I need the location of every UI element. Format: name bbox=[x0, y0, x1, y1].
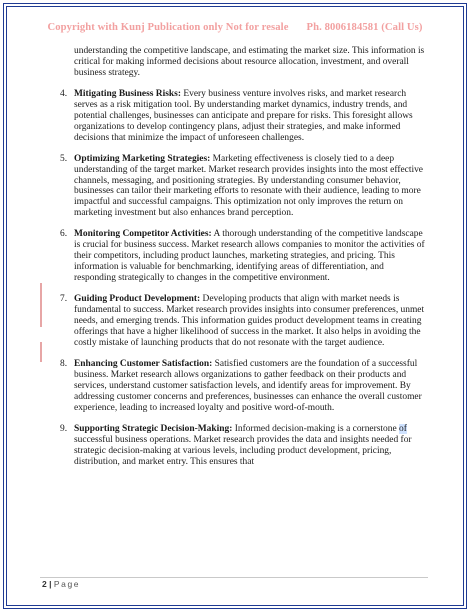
item-number: 6. bbox=[60, 229, 68, 240]
item-text: Every business venture involves risks, and market research serves as a risk mitigation tool. By understanding market dynamics, industry trends, and potential challenges, businesses can anticipate and prepare for risks. This foresight allows organizations to develop contingency plans, adjust their strategies, and make informed decisions that minimize the impact of unforeseen challenges. bbox=[74, 88, 413, 143]
item-term: Guiding Product Development: bbox=[74, 294, 201, 305]
item-text: Informed decision-making is a cornerstone bbox=[232, 423, 400, 434]
item-number: 5. bbox=[60, 153, 68, 164]
item-term: Optimizing Marketing Strategies: bbox=[74, 153, 211, 164]
phone-contact: Ph. 8006184581 (Call Us) bbox=[306, 22, 423, 33]
page-number: 2 bbox=[42, 579, 47, 589]
copyright-notice: Copyright with Kunj Publication only Not for resale bbox=[47, 22, 289, 33]
body-text bbox=[42, 46, 427, 467]
page-footer bbox=[42, 579, 80, 589]
item-term: Supporting Strategic Decision-Making: bbox=[74, 423, 233, 434]
list-item bbox=[42, 294, 427, 349]
item-text: Developing products that align with market needs is fundamental to success. Market research provides insights into consumer preferences, unmet needs, and emerging trends. This information guides product development teams in creating offerings that have a higher likelihood of success in the market. It also helps in avoiding the costly mistake of launching products that do not resonate with the target audience. bbox=[74, 294, 425, 348]
list-item bbox=[42, 89, 427, 144]
item-number: 8. bbox=[60, 358, 68, 369]
list-item bbox=[42, 359, 427, 414]
item-number: 7. bbox=[60, 294, 68, 305]
item-number: 9. bbox=[60, 423, 68, 434]
text-selection[interactable]: of bbox=[399, 423, 407, 434]
page-label: Page bbox=[53, 579, 81, 589]
item-term: Enhancing Customer Satisfaction: bbox=[74, 358, 213, 369]
list-item bbox=[42, 424, 427, 468]
item-text: A thorough understanding of the competitive landscape is crucial for business success. Market research allows companies to monitor the activities of their competitors, including product launches, marketing strategies, and pricing. This information is valuable for benchmarking, identifying areas of differentiation, and responding strategically to changes in the competitive environment. bbox=[74, 229, 425, 284]
importance-list bbox=[42, 89, 427, 468]
item-number: 4. bbox=[60, 88, 68, 99]
list-item bbox=[42, 154, 427, 220]
item-text: successful business operations. Market research provides the data and insights needed for strategic decision-making at various levels, including product development, pricing, distribution, and market entry. This ensures that bbox=[74, 434, 412, 467]
intro-continuation: understanding the competitive landscape, and estimating the market size. This information is critical for making informed decisions about resource allocation, investment, and overall business strategy. bbox=[74, 46, 425, 78]
item-text: Marketing effectiveness is closely tied to a deep understanding of the target market. Market research provides insights into the most effective channels, messaging, and positioning strategies. By understanding consumer behavior, businesses can tailor their marketing efforts to resonate with their audience, leading to more impactful and successful campaigns. This optimization not only improves the return on marketing investment but also enhances brand perception. bbox=[74, 153, 423, 219]
footer-rule bbox=[40, 577, 428, 578]
copyright-header bbox=[0, 22, 470, 33]
item-text: Satisfied customers are the foundation of a successful business. Market research allows organizations to gather feedback on their products and services, understand customer satisfaction levels, and identify areas for improvement. By addressing customer concerns and preferences, businesses can enhance the overall customer experience, leading to increased loyalty and positive word-of-mouth. bbox=[74, 358, 422, 413]
item-term: Mitigating Business Risks: bbox=[74, 88, 181, 99]
item-term: Monitoring Competitor Activities: bbox=[74, 229, 212, 240]
footer-separator: | bbox=[49, 579, 52, 589]
list-item bbox=[42, 229, 427, 284]
